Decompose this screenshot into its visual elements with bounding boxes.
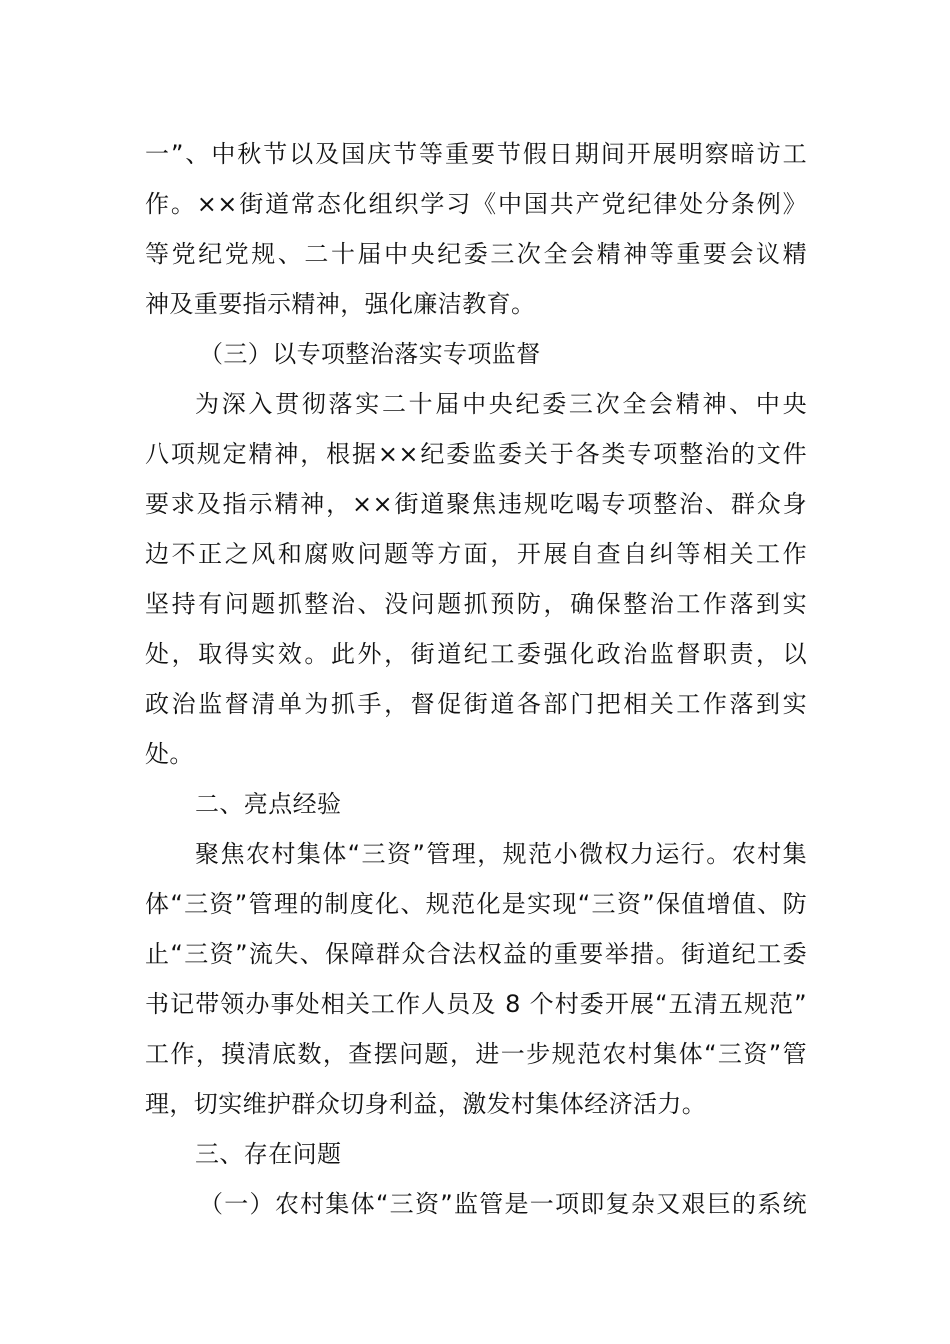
body-line: 处。 bbox=[145, 740, 194, 768]
paragraph-first-line: 为深入贯彻落实二十届中央纪委三次全会精神、中央 bbox=[195, 390, 807, 418]
paragraph-first-line: 聚焦农村集体“三资”管理，规范小微权力运行。农村集 bbox=[195, 840, 807, 868]
body-line: 书记带领办事处相关工作人员及 8 个村委开展“五清五规范” bbox=[145, 990, 807, 1018]
body-line: 八项规定精神，根据××纪委监委关于各类专项整治的文件 bbox=[145, 440, 807, 468]
body-line: 神及重要指示精神，强化廉洁教育。 bbox=[145, 290, 536, 318]
body-line: 体“三资”管理的制度化、规范化是实现“三资”保值增值、防 bbox=[145, 890, 807, 918]
body-line: 作。××街道常态化组织学习《中国共产党纪律处分条例》 bbox=[145, 190, 807, 218]
section-heading: 三、存在问题 bbox=[195, 1140, 342, 1168]
body-line: 政治监督清单为抓手，督促街道各部门把相关工作落到实 bbox=[145, 690, 807, 718]
body-line: 等党纪党规、二十届中央纪委三次全会精神等重要会议精 bbox=[145, 240, 807, 268]
subsection-heading: （一）农村集体“三资”监管是一项即复杂又艰巨的系统 bbox=[199, 1190, 807, 1218]
body-line: 坚持有问题抓整治、没问题抓预防，确保整治工作落到实 bbox=[145, 590, 807, 618]
body-line: 一”、中秋节以及国庆节等重要节假日期间开展明察暗访工 bbox=[145, 140, 807, 168]
body-line: 要求及指示精神，××街道聚焦违规吃喝专项整治、群众身 bbox=[145, 490, 807, 518]
body-line: 处，取得实效。此外，街道纪工委强化政治监督职责，以 bbox=[145, 640, 807, 668]
body-line: 理，切实维护群众切身利益，激发村集体经济活力。 bbox=[145, 1090, 707, 1118]
body-line: 边不正之风和腐败问题等方面，开展自查自纠等相关工作 bbox=[145, 540, 807, 568]
document-body bbox=[145, 129, 807, 1229]
section-heading: 二、亮点经验 bbox=[195, 790, 342, 818]
body-line: 止“三资”流失、保障群众合法权益的重要举措。街道纪工委 bbox=[145, 940, 807, 968]
body-line: 工作，摸清底数，查摆问题，进一步规范农村集体“三资”管 bbox=[145, 1040, 807, 1068]
section-heading: （三）以专项整治落实专项监督 bbox=[199, 340, 541, 368]
